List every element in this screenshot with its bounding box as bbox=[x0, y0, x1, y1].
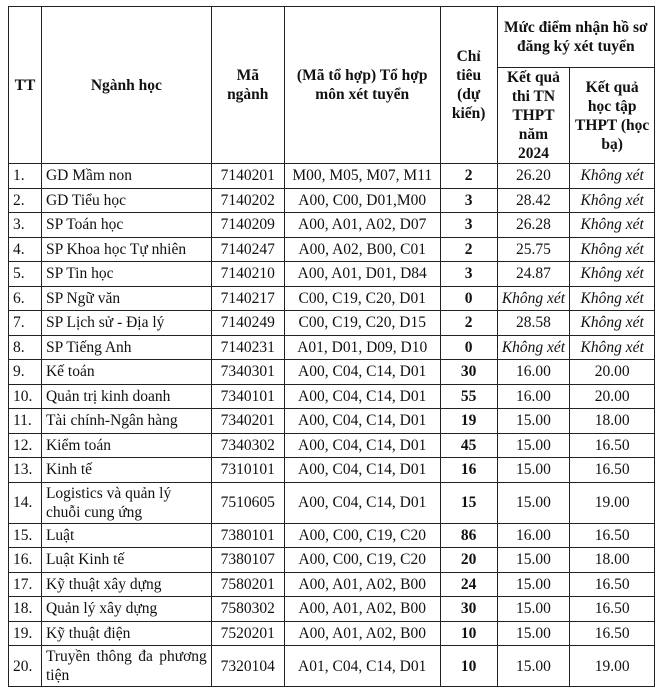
score-exam: 15.00 bbox=[497, 548, 570, 573]
row-index: 7. bbox=[9, 311, 42, 336]
major-name: Tài chính-Ngân hàng bbox=[41, 409, 211, 434]
quota: 30 bbox=[440, 597, 497, 622]
score-exam: 16.00 bbox=[497, 360, 570, 385]
score-exam: 16.00 bbox=[497, 523, 570, 548]
subject-combination: A00, C04, C14, D01 bbox=[284, 360, 440, 385]
subject-combination: A01, C04, C14, D01 bbox=[284, 646, 440, 687]
score-transcript: Không xét bbox=[570, 335, 655, 360]
score-exam: 25.75 bbox=[497, 237, 570, 262]
row-index: 17. bbox=[9, 572, 42, 597]
subject-combination: A00, C04, C14, D01 bbox=[284, 433, 440, 458]
subject-combination: M00, M05, M07, M11 bbox=[284, 164, 440, 189]
score-transcript: 16.50 bbox=[570, 572, 655, 597]
subject-combination: A00, A01, A02, B00 bbox=[284, 572, 440, 597]
header-tt: TT bbox=[9, 7, 42, 164]
score-transcript: Không xét bbox=[570, 286, 655, 311]
major-code: 7510605 bbox=[211, 482, 284, 523]
major-name: Kỹ thuật xây dựng bbox=[41, 572, 211, 597]
header-code: Mã ngành bbox=[211, 7, 284, 164]
quota: 0 bbox=[440, 335, 497, 360]
major-name: SP Tiếng Anh bbox=[41, 335, 211, 360]
row-index: 15. bbox=[9, 523, 42, 548]
table-row bbox=[9, 384, 655, 409]
major-name: Quản lý xây dựng bbox=[41, 597, 211, 622]
score-transcript: 16.50 bbox=[570, 597, 655, 622]
major-name: Kiểm toán bbox=[41, 433, 211, 458]
subject-combination: A00, A01, D01, D84 bbox=[284, 262, 440, 287]
row-index: 18. bbox=[9, 597, 42, 622]
score-transcript: 18.00 bbox=[570, 409, 655, 434]
score-transcript: 16.50 bbox=[570, 433, 655, 458]
major-code: 7580201 bbox=[211, 572, 284, 597]
header-name: Ngành học bbox=[41, 7, 211, 164]
major-code: 7140201 bbox=[211, 164, 284, 189]
quota: 15 bbox=[440, 482, 497, 523]
header-score-transcript: Kết quả học tập THPT (học bạ) bbox=[570, 68, 655, 164]
major-name: Luật Kinh tế bbox=[41, 548, 211, 573]
score-exam: 26.28 bbox=[497, 213, 570, 238]
header-combo: (Mã tổ hợp) Tổ hợp môn xét tuyển bbox=[284, 7, 440, 164]
header-score-exam: Kết quả thi TN THPT năm 2024 bbox=[497, 68, 570, 164]
table-row bbox=[9, 621, 655, 646]
subject-combination: A00, C04, C14, D01 bbox=[284, 384, 440, 409]
quota: 10 bbox=[440, 621, 497, 646]
major-code: 7520201 bbox=[211, 621, 284, 646]
quota: 2 bbox=[440, 164, 497, 189]
major-name: SP Tin học bbox=[41, 262, 211, 287]
major-code: 7380107 bbox=[211, 548, 284, 573]
table-row bbox=[9, 409, 655, 434]
header-quota: Chỉ tiêu (dự kiến) bbox=[440, 7, 497, 164]
score-transcript: Không xét bbox=[570, 311, 655, 336]
score-exam: 15.00 bbox=[497, 621, 570, 646]
subject-combination: A00, A02, B00, C01 bbox=[284, 237, 440, 262]
subject-combination: A00, A01, A02, D07 bbox=[284, 213, 440, 238]
score-exam: 15.00 bbox=[497, 409, 570, 434]
score-exam: 15.00 bbox=[497, 646, 570, 687]
score-transcript: Không xét bbox=[570, 164, 655, 189]
score-transcript: 16.50 bbox=[570, 621, 655, 646]
table-row bbox=[9, 597, 655, 622]
score-exam: 15.00 bbox=[497, 572, 570, 597]
score-exam: 16.00 bbox=[497, 384, 570, 409]
subject-combination: A00, A01, A02, B00 bbox=[284, 621, 440, 646]
row-index: 19. bbox=[9, 621, 42, 646]
row-index: 3. bbox=[9, 213, 42, 238]
row-index: 14. bbox=[9, 482, 42, 523]
row-index: 10. bbox=[9, 384, 42, 409]
major-name: Luật bbox=[41, 523, 211, 548]
major-name: SP Lịch sử - Địa lý bbox=[41, 311, 211, 336]
major-code: 7140247 bbox=[211, 237, 284, 262]
table-row bbox=[9, 188, 655, 213]
table-row bbox=[9, 548, 655, 573]
row-index: 12. bbox=[9, 433, 42, 458]
score-transcript: Không xét bbox=[570, 262, 655, 287]
score-exam: Không xét bbox=[497, 286, 570, 311]
score-exam: Không xét bbox=[497, 335, 570, 360]
major-code: 7140231 bbox=[211, 335, 284, 360]
score-transcript: Không xét bbox=[570, 213, 655, 238]
quota: 20 bbox=[440, 548, 497, 573]
table-row bbox=[9, 482, 655, 523]
major-name: Kế toán bbox=[41, 360, 211, 385]
score-exam: 26.20 bbox=[497, 164, 570, 189]
quota: 2 bbox=[440, 237, 497, 262]
major-name: GD Mầm non bbox=[41, 164, 211, 189]
subject-combination: A00, C00, D01,M00 bbox=[284, 188, 440, 213]
major-name: SP Ngữ văn bbox=[41, 286, 211, 311]
major-code: 7310101 bbox=[211, 458, 284, 483]
score-exam: 24.87 bbox=[497, 262, 570, 287]
score-transcript: Không xét bbox=[570, 188, 655, 213]
major-code: 7140210 bbox=[211, 262, 284, 287]
table-row bbox=[9, 237, 655, 262]
major-name: Quản trị kinh doanh bbox=[41, 384, 211, 409]
row-index: 16. bbox=[9, 548, 42, 573]
major-name: GD Tiểu học bbox=[41, 188, 211, 213]
score-exam: 28.42 bbox=[497, 188, 570, 213]
score-transcript: 18.00 bbox=[570, 548, 655, 573]
subject-combination: A00, C00, C19, C20 bbox=[284, 523, 440, 548]
subject-combination: A01, D01, D09, D10 bbox=[284, 335, 440, 360]
table-row bbox=[9, 335, 655, 360]
quota: 30 bbox=[440, 360, 497, 385]
table-row bbox=[9, 360, 655, 385]
row-index: 8. bbox=[9, 335, 42, 360]
major-code: 7340201 bbox=[211, 409, 284, 434]
row-index: 13. bbox=[9, 458, 42, 483]
quota: 24 bbox=[440, 572, 497, 597]
row-index: 5. bbox=[9, 262, 42, 287]
subject-combination: C00, C19, C20, D15 bbox=[284, 311, 440, 336]
subject-combination: A00, A01, A02, B00 bbox=[284, 597, 440, 622]
table-row bbox=[9, 213, 655, 238]
row-index: 2. bbox=[9, 188, 42, 213]
subject-combination: A00, C00, C19, C20 bbox=[284, 548, 440, 573]
quota: 86 bbox=[440, 523, 497, 548]
table-row bbox=[9, 164, 655, 189]
table-row bbox=[9, 572, 655, 597]
table-row bbox=[9, 523, 655, 548]
score-transcript: 20.00 bbox=[570, 384, 655, 409]
row-index: 4. bbox=[9, 237, 42, 262]
subject-combination: C00, C19, C20, D01 bbox=[284, 286, 440, 311]
major-name: Logistics và quản lý chuỗi cung ứng bbox=[41, 482, 211, 523]
score-transcript: 16.50 bbox=[570, 458, 655, 483]
major-code: 7140209 bbox=[211, 213, 284, 238]
quota: 3 bbox=[440, 188, 497, 213]
subject-combination: A00, C04, C14, D01 bbox=[284, 458, 440, 483]
major-name: Truyền thông đa phương tiện bbox=[41, 646, 211, 687]
quota: 3 bbox=[440, 262, 497, 287]
score-transcript: 20.00 bbox=[570, 360, 655, 385]
quota: 16 bbox=[440, 458, 497, 483]
score-exam: 15.00 bbox=[497, 458, 570, 483]
table-row bbox=[9, 311, 655, 336]
major-code: 7320104 bbox=[211, 646, 284, 687]
admission-table bbox=[8, 6, 655, 687]
table-row bbox=[9, 646, 655, 687]
table-row bbox=[9, 433, 655, 458]
major-name: SP Khoa học Tự nhiên bbox=[41, 237, 211, 262]
major-code: 7140217 bbox=[211, 286, 284, 311]
header-score-group: Mức điểm nhận hồ sơ đăng ký xét tuyển bbox=[497, 7, 654, 68]
quota: 2 bbox=[440, 311, 497, 336]
row-index: 9. bbox=[9, 360, 42, 385]
major-code: 7380101 bbox=[211, 523, 284, 548]
score-transcript: 16.50 bbox=[570, 523, 655, 548]
major-code: 7140202 bbox=[211, 188, 284, 213]
major-code: 7140249 bbox=[211, 311, 284, 336]
quota: 3 bbox=[440, 213, 497, 238]
score-exam: 15.00 bbox=[497, 433, 570, 458]
subject-combination: A00, C04, C14, D01 bbox=[284, 409, 440, 434]
table-row bbox=[9, 286, 655, 311]
major-code: 7340101 bbox=[211, 384, 284, 409]
quota: 19 bbox=[440, 409, 497, 434]
score-transcript: 19.00 bbox=[570, 646, 655, 687]
row-index: 6. bbox=[9, 286, 42, 311]
major-name: SP Toán học bbox=[41, 213, 211, 238]
major-code: 7340302 bbox=[211, 433, 284, 458]
quota: 45 bbox=[440, 433, 497, 458]
major-name: Kinh tế bbox=[41, 458, 211, 483]
quota: 55 bbox=[440, 384, 497, 409]
row-index: 11. bbox=[9, 409, 42, 434]
score-exam: 28.58 bbox=[497, 311, 570, 336]
score-transcript: 19.00 bbox=[570, 482, 655, 523]
major-code: 7580302 bbox=[211, 597, 284, 622]
row-index: 1. bbox=[9, 164, 42, 189]
subject-combination: A00, C04, C14, D01 bbox=[284, 482, 440, 523]
major-code: 7340301 bbox=[211, 360, 284, 385]
table-row bbox=[9, 458, 655, 483]
row-index: 20. bbox=[9, 646, 42, 687]
score-exam: 15.00 bbox=[497, 597, 570, 622]
quota: 10 bbox=[440, 646, 497, 687]
score-transcript: Không xét bbox=[570, 237, 655, 262]
quota: 0 bbox=[440, 286, 497, 311]
score-exam: 15.00 bbox=[497, 482, 570, 523]
table-row bbox=[9, 262, 655, 287]
major-name: Kỹ thuật điện bbox=[41, 621, 211, 646]
